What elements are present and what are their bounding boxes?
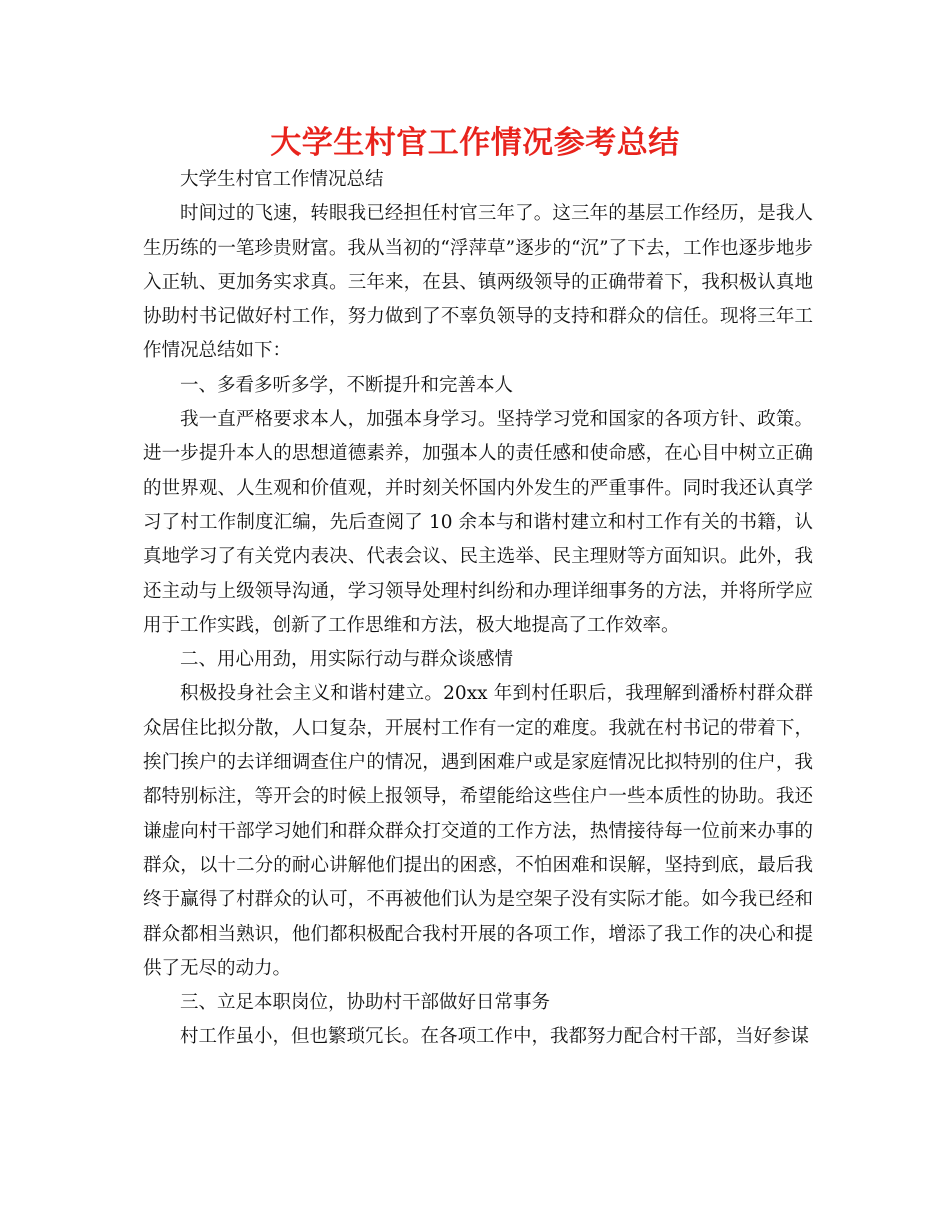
document-body bbox=[143, 163, 813, 1055]
intro-paragraph: 时间过的飞速，转眼我已经担任村官三年了。这三年的基层工作经历，是我人生历练的一笔珍贵财富。我从当初的“浮萍草”逐步的“沉”了下去，工作也逐步地步入正轨、更加务实求真。三年来，在县、镇两级领导的正确带着下，我积极认真地协助村书记做好村工作，努力做到了不辜负领导的支持和群众的信任。现将三年工作情况总结如下： bbox=[143, 203, 813, 362]
section-2-paragraph: 积极投身社会主义和谐村建立。20xx 年到村任职后，我理解到潘桥村群众群众居住比拟分散，人口复杂，开展村工作有一定的难度。我就在村书记的带着下，挨门挨户的去详细调查住户的情况，遇到困难户或是家庭情况比拟特别的住户，我都特别标注，等开会的时候上报领导，希望能给这些住户一些本质性的协助。我还谦虚向村干部学习她们和群众群众打交道的工作方法，热情接待每一位前来办事的群众，以十二分的耐心讲解他们提出的困惑，不怕困难和误解，坚持到底，最后我终于赢得了村群众的认可，不再被他们认为是空架子没有实际才能。如今我已经和群众都相当熟识，他们都积极配合我村开展的各项工作，增添了我工作的决心和提供了无尽的动力。 bbox=[143, 683, 813, 979]
section-3-paragraph: 村工作虽小，但也繁琐冗长。在各项工作中，我都努力配合村干部，当好参谋 bbox=[180, 1026, 810, 1048]
section-heading-2: 二、用心用劲，用实际行动与群众谈感情 bbox=[180, 649, 514, 671]
document-title: 大学生村官工作情况参考总结 bbox=[270, 125, 680, 161]
section-heading-3: 三、立足本职岗位，协助村干部做好日常事务 bbox=[180, 992, 551, 1014]
section-1-paragraph: 我一直严格要求本人，加强本身学习。坚持学习党和国家的各项方针、政策。进一步提升本人的思想道德素养，加强本人的责任感和使命感，在心目中树立正确的世界观、人生观和价值观，并时刻关怀国内外发生的严重事件。同时我还认真学习了村工作制度汇编，先后查阅了 10 余本与和谐村建立和村工作有关的书籍，认真地学习了有关党内表决、代表会议、民主选举、民主理财等方面知识。此外，我还主动与上级领导沟通，学习领导处理村纠纷和办理详细事务的方法，并将所学应用于工作实践，创新了工作思维和方法，极大地提高了工作效率。 bbox=[143, 409, 813, 636]
section-heading-1: 一、多看多听多学，不断提升和完善本人 bbox=[180, 374, 514, 396]
subtitle-paragraph: 大学生村官工作情况总结 bbox=[180, 169, 384, 190]
